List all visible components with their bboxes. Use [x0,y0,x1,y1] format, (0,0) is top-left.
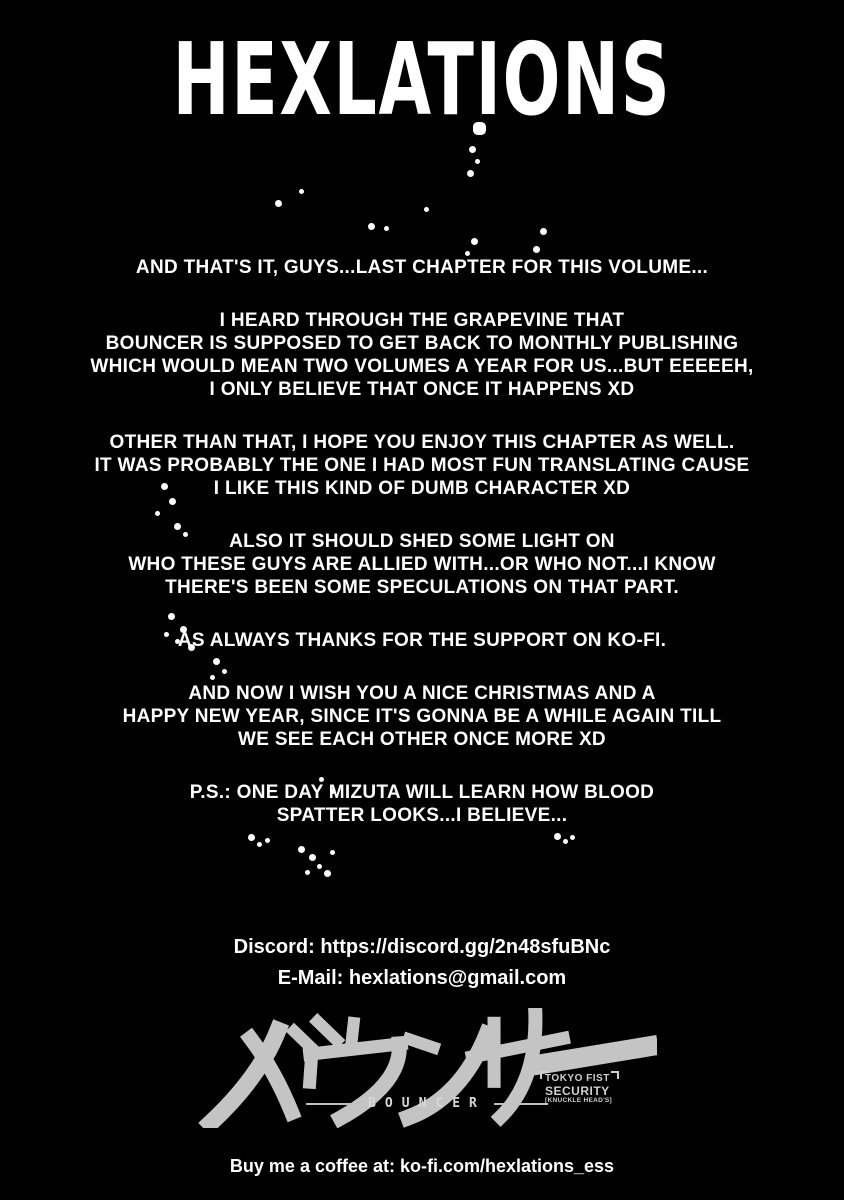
paragraph [0,309,844,401]
tag-line: SECURITY [545,1083,610,1098]
paragraph [0,629,844,652]
paragraph [0,530,844,599]
note-line: SPATTER LOOKS...I BELIEVE... [276,805,568,826]
note-line: ALSO IT SHOULD SHED SOME LIGHT ON [229,531,615,552]
note-line: THERE'S BEEN SOME SPECULATIONS ON THAT PART. [165,577,679,598]
note-line: I ONLY BELIEVE THAT ONCE IT HAPPENS XD [209,379,635,400]
paragraph [0,781,844,827]
note-line: WE SEE EACH OTHER ONCE MORE XD [238,729,606,750]
kofi-footer: Buy me a coffee at: ko-fi.com/hexlations_ess [229,1156,615,1176]
discord-line: Discord: https://discord.gg/2n48sfuBNc [233,936,611,958]
note-line: I LIKE THIS KIND OF DUMB CHARACTER XD [213,478,631,499]
note-line: WHICH WOULD MEAN TWO VOLUMES A YEAR FOR US...BUT EEEEEH, [90,356,754,377]
note-line: I HEARD THROUGH THE GRAPEVINE THAT [219,310,625,331]
note-line: IT WAS PROBABLY THE ONE I HAD MOST FUN TRANSLATING CAUSE [94,455,750,476]
tag-line: [KNUCKLE HEAD'S] [545,1097,613,1105]
bouncer-logo [197,1008,657,1128]
divider-line [494,1103,548,1105]
note-line: AND THAT'S IT, GUYS...LAST CHAPTER FOR THIS VOLUME... [135,257,709,278]
bouncer-romaji-row [306,1096,548,1111]
note-line: AND NOW I WISH YOU A NICE CHRISTMAS AND A [188,683,656,704]
note-line: AS ALWAYS THANKS FOR THE SUPPORT ON KO-FI. [177,630,667,651]
bouncer-romaji: BOUNCER [368,1096,486,1111]
paragraph [0,256,844,279]
group-title: HEXLATIONS [172,21,672,138]
paragraph [0,431,844,500]
ink-splatter [0,0,3,3]
email-line: E-Mail: hexlations@gmail.com [277,967,567,989]
contact-info [0,932,844,994]
divider-line [306,1103,360,1105]
tokyo-fist-security-tag [545,1074,625,1105]
note-line: WHO THESE GUYS ARE ALLIED WITH...OR WHO NOT...I KNOW [128,554,716,575]
note-line: BOUNCER IS SUPPOSED TO GET BACK TO MONTHLY PUBLISHING [105,333,739,354]
note-line: OTHER THAN THAT, I HOPE YOU ENJOY THIS CHAPTER AS WELL. [109,432,735,453]
note-line: HAPPY NEW YEAR, SINCE IT'S GONNA BE A WHILE AGAIN TILL [122,706,722,727]
note-line: P.S.: ONE DAY MIZUTA WILL LEARN HOW BLOOD [189,782,655,803]
tag-line: TOKYO FIST [545,1073,610,1084]
paragraph [0,682,844,751]
translator-notes [0,256,844,857]
